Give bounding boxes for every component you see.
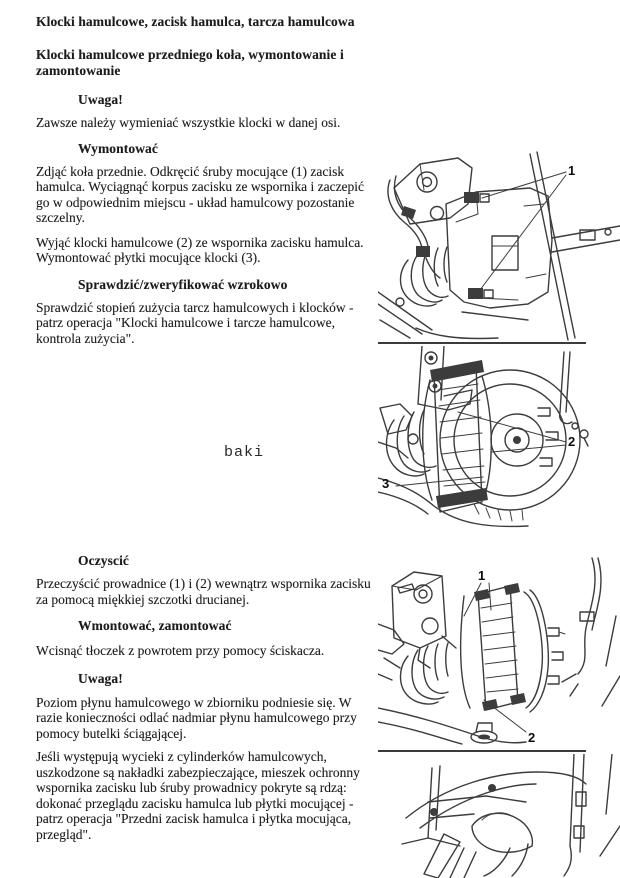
stray-ocr-text: baki: [224, 444, 265, 461]
paragraph: Poziom płynu hamulcowego w zbiorniku podniesie się. W razie konieczności odlać nadmiar płynu hamulcowego przy pomocy butelki ściągającej.: [36, 694, 357, 741]
disc-line-drawing: [378, 346, 620, 528]
paragraph: Wcisnąć tłoczek z powrotem przy pomocy ściskacza.: [36, 643, 325, 658]
paragraph: Zdjąć koła przednie. Odkręcić śruby mocujące (1) zacisk hamulca. Wyciągnąć korpus zacisku ze wspornika i zaczepić go w odpowiednim miejscu - układ hamulcowy pozostanie szczelny.: [36, 163, 365, 225]
figure-label-3: 3: [382, 476, 390, 491]
section-title: Klocki hamulcowe przedniego koła, wymontowanie i zamontowanie: [36, 47, 344, 78]
note-heading: Uwaga!: [78, 670, 123, 686]
install-heading: Wmontować, zamontować: [78, 618, 232, 633]
text-column-top: [36, 8, 372, 346]
paragraph: Zawsze należy wymieniać wszystkie klocki w danej osi.: [36, 115, 341, 130]
bracket-line-drawing: [378, 556, 620, 748]
figure-divider: [378, 750, 586, 752]
figure-label-1: 1: [568, 163, 576, 178]
text-column-bottom: [36, 549, 372, 842]
figure-divider: [378, 342, 586, 344]
partial-line-drawing: [378, 754, 620, 878]
paragraph: Jeśli występują wycieki z cylinderków hamulcowych, uszkodzone są nakładki zabezpieczające, mieszek ochronny wspornika zacisku lub śruby prowadnicy pokryte są rdzą: dokonać przeglądu zacisku hamulca lub płytki mocującej - patrz operacja "Przedni zacisk hamulca i płytka mocująca, przegląd".: [36, 749, 360, 842]
remove-heading: Wymontować: [78, 140, 158, 156]
figure-label-1: 1: [478, 568, 486, 583]
figure-label-2: 2: [528, 730, 536, 745]
figure-partial-bottom: [378, 754, 620, 878]
paragraph: Przeczyścić prowadnice (1) i (2) wewnątrz wspornika zacisku za pomocą miękkiej szczotki drucianej.: [36, 576, 371, 607]
paragraph: Wyjąć klocki hamulcowe (2) ze wspornika zacisku hamulca. Wymontować płytki mocujące klocki (3).: [36, 234, 364, 265]
paragraph: Sprawdzić stopień zużycia tarcz hamulcowych i klocków - patrz operacja "Klocki hamulcowe i tarcze hamulcowe, kontrola zużycia".: [36, 299, 354, 346]
figure-brake-disc-pads: [378, 346, 620, 528]
caliper-line-drawing: [378, 150, 620, 342]
page-title: Klocki hamulcowe, zacisk hamulca, tarcza hamulcowa: [36, 14, 355, 29]
clean-heading: Oczyscić: [78, 553, 130, 568]
inspect-heading: Sprawdzić/zweryfikować wzrokowo: [78, 276, 288, 292]
figure-caliper-guides: [378, 556, 620, 748]
figure-caliper-bolt-removal: [378, 150, 620, 342]
note-heading: Uwaga!: [78, 92, 123, 107]
figure-label-2: 2: [568, 434, 576, 449]
